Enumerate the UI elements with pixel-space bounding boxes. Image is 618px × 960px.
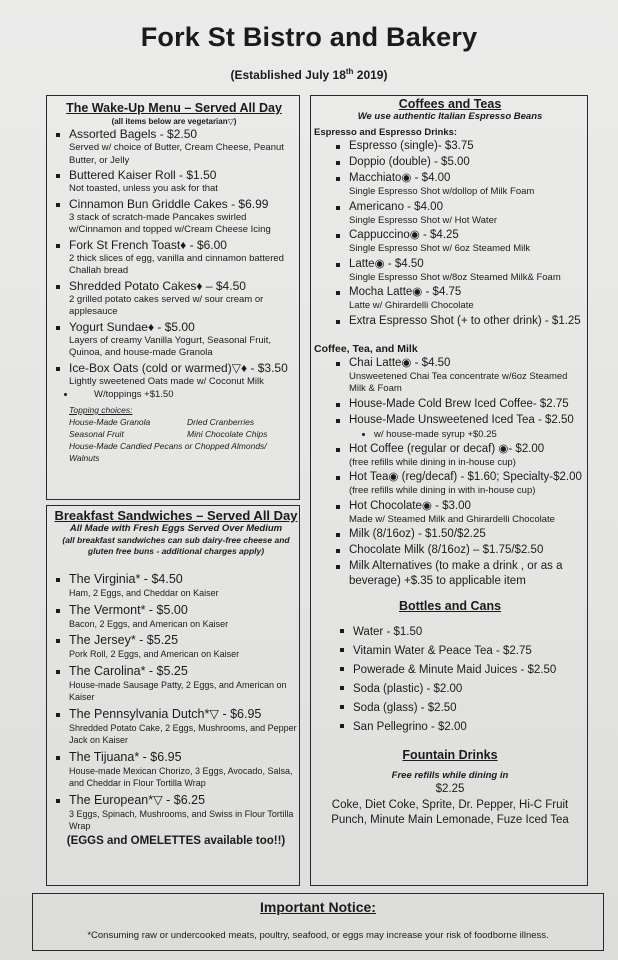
list-item bbox=[334, 228, 586, 256]
item-desc: (free refills while dining in with in-house cup) bbox=[349, 485, 536, 496]
list-item bbox=[54, 632, 298, 661]
item-name: Hot Coffee (regular or decaf) ◉- $2.00 bbox=[349, 442, 545, 455]
sandwich-note-2: (all breakfast sandwiches can sub dairy-free cheese and gluten free buns - additional charges apply) bbox=[62, 535, 290, 556]
item-desc: Pork Roll, 2 Eggs, and American on Kaiser bbox=[69, 649, 240, 659]
list-item bbox=[338, 699, 586, 717]
fountain-title: Fountain Drinks bbox=[402, 748, 498, 762]
item-name: Yogurt Sundae♦ - $5.00 bbox=[69, 319, 195, 334]
item-name: Soda (glass) - $2.50 bbox=[353, 702, 457, 714]
list-item bbox=[54, 361, 294, 389]
item-name: Hot Tea◉ (reg/decaf) - $1.60; Specialty-$2.00 bbox=[349, 471, 582, 483]
topping: Dried Cranberries bbox=[187, 417, 255, 427]
list-item bbox=[338, 718, 586, 736]
list-item bbox=[334, 139, 586, 154]
sandwich-note-1: All Made with Fresh Eggs Served Over Medium bbox=[69, 523, 283, 534]
item-desc: House-made Sausage Patty, 2 Eggs, and American on Kaiser bbox=[69, 679, 287, 702]
item-desc: Made w/ Steamed Milk and Ghirardelli Chocolate bbox=[349, 513, 555, 525]
wakeup-note: (all items below are vegetarian▽) bbox=[111, 117, 237, 126]
item-name: Espresso (single)- $3.75 bbox=[349, 140, 474, 152]
fountain-list: Coke, Diet Coke, Sprite, Dr. Pepper, Hi-C Fruit Punch, Minute Main Lemonade, Fuze Iced Tea bbox=[331, 799, 569, 826]
item-name: Extra Espresso Shot (+ to other drink) - $1.25 bbox=[349, 314, 581, 327]
item-name: Chocolate Milk (8/16oz) – $1.75/$2.50 bbox=[349, 544, 544, 556]
topping: Seasonal Fruit bbox=[69, 429, 124, 439]
item-desc: Layers of creamy Vanilla Yogurt, Seasonal Fruit, Quinoa, and house-made Granola bbox=[69, 334, 272, 358]
item-desc: Latte w/ Ghirardelli Chocolate bbox=[349, 300, 474, 311]
sandwich-list bbox=[54, 571, 298, 833]
topping: Mini Chocolate Chips bbox=[187, 429, 268, 439]
toppings-upcharge bbox=[54, 388, 294, 401]
item-name: Ice-Box Oats (cold or warmed)▽♦ - $3.50 bbox=[69, 360, 288, 375]
list-item bbox=[334, 257, 586, 285]
list-item bbox=[54, 197, 294, 237]
list-item bbox=[334, 442, 586, 470]
toppings-row bbox=[69, 416, 294, 428]
drinks-section bbox=[314, 97, 586, 828]
item-name: Macchiato◉ - $4.00 bbox=[349, 172, 451, 184]
item-name: Powerade & Minute Maid Juices - $2.50 bbox=[353, 664, 557, 676]
list-item bbox=[334, 543, 586, 558]
sandwich-section bbox=[54, 508, 298, 847]
topping: House-Made Granola bbox=[69, 417, 151, 427]
toppings-title: Topping choices: bbox=[69, 405, 133, 415]
sandwich-title: Breakfast Sandwiches – Served All Day bbox=[54, 508, 298, 523]
notice-text: *Consuming raw or undercooked meats, poultry, seafood, or eggs may increase your risk of foodborne illness. bbox=[87, 930, 549, 941]
list-item bbox=[334, 314, 586, 329]
item-name: House-Made Cold Brew Iced Coffee- $2.75 bbox=[349, 397, 569, 410]
list-item bbox=[54, 168, 294, 196]
item-desc: (free refills while dining in in-house cup) bbox=[349, 456, 516, 468]
list-item bbox=[54, 127, 294, 167]
list-item bbox=[338, 661, 586, 679]
established-date bbox=[0, 67, 618, 82]
list-item bbox=[334, 356, 586, 396]
list-item bbox=[338, 623, 586, 641]
coffees-note: We use authentic Italian Espresso Beans bbox=[357, 111, 543, 122]
item-desc: 2 thick slices of egg, vanilla and cinnamon battered Challah bread bbox=[69, 252, 284, 276]
wakeup-title: The Wake-Up Menu – Served All Day bbox=[66, 101, 282, 115]
item-desc: Served w/ choice of Butter, Cream Cheese, Peanut Butter, or Jelly bbox=[69, 142, 284, 166]
fountain-note: Free refills while dining in bbox=[391, 770, 509, 781]
item-desc: Ham, 2 Eggs, and Cheddar on Kaiser bbox=[69, 588, 219, 598]
item-desc: 3 Eggs, Spinach, Mushrooms, and Swiss in Flour Tortilla Wrap bbox=[69, 808, 294, 831]
item-name: Water - $1.50 bbox=[353, 626, 423, 638]
item-name: The Carolina* - $5.25 bbox=[69, 663, 188, 678]
list-item bbox=[54, 663, 298, 704]
list-item bbox=[334, 171, 586, 199]
toppings-block bbox=[69, 404, 294, 464]
item-name: Milk Alternatives (to make a drink , or as a beverage) +$.35 to applicable item bbox=[349, 560, 563, 587]
item-name: The Vermont* - $5.00 bbox=[69, 602, 188, 617]
item-desc: House-made Mexican Chorizo, 3 Eggs, Avocado, Salsa, and Cheddar in Flour Tortilla Wrap bbox=[69, 765, 293, 788]
milk-heading: Coffee, Tea, and Milk bbox=[314, 342, 418, 355]
item-name: Shredded Potato Cakes♦ – $4.50 bbox=[69, 278, 246, 293]
item-name: Soda (plastic) - $2.00 bbox=[353, 683, 463, 695]
list-item bbox=[334, 397, 586, 412]
list-item bbox=[334, 155, 586, 170]
item-name: Assorted Bagels - $2.50 bbox=[69, 127, 198, 141]
page-title: Fork St Bistro and Bakery bbox=[140, 22, 478, 52]
eggs-note: (EGGS and OMELETTES available too!!) bbox=[66, 834, 286, 847]
item-name: The Pennsylvania Dutch*▽ - $6.95 bbox=[69, 706, 262, 721]
item-name: Buttered Kaiser Roll - $1.50 bbox=[69, 168, 217, 182]
list-item bbox=[334, 499, 586, 527]
fountain-price: $2.25 bbox=[435, 783, 465, 795]
espresso-heading: Espresso and Espresso Drinks: bbox=[314, 127, 458, 138]
list-item bbox=[54, 749, 298, 790]
list-item bbox=[334, 285, 586, 313]
item-name: Hot Chocolate◉ - $3.00 bbox=[349, 499, 471, 512]
list-item bbox=[54, 792, 298, 833]
toppings-upcharge-text: W/toppings +$1.50 bbox=[94, 389, 174, 400]
item-name: Cinnamon Bun Griddle Cakes - $6.99 bbox=[69, 196, 269, 211]
list-item bbox=[334, 200, 586, 228]
item-desc: Single Espresso Shot w/8oz Steamed Milk& Foam bbox=[349, 271, 561, 283]
item-desc: Lightly sweetened Oats made w/ Coconut Milk bbox=[69, 375, 264, 387]
item-desc: 3 stack of scratch-made Pancakes swirled w/Cinnamon and topped w/Cream Cheese Icing bbox=[69, 211, 271, 235]
toppings-row bbox=[69, 428, 294, 440]
item-desc: 2 grilled potato cakes served w/ sour cream or applesauce bbox=[69, 293, 264, 317]
item-name: House-Made Unsweetened Iced Tea - $2.50 bbox=[349, 413, 574, 426]
coffees-title: Coffees and Teas bbox=[398, 97, 502, 111]
item-desc: Unsweetened Chai Tea concentrate w/6oz Steamed Milk & Foam bbox=[349, 370, 568, 394]
list-item bbox=[338, 680, 586, 698]
item-name: Vitamin Water & Peace Tea - $2.75 bbox=[353, 645, 532, 657]
item-name: Milk (8/16oz) - $1.50/$2.25 bbox=[349, 528, 486, 540]
bottles-list bbox=[338, 623, 586, 736]
list-item bbox=[54, 571, 298, 600]
list-item bbox=[54, 279, 294, 319]
item-desc: Single Espresso Shot w/dollop of Milk Foam bbox=[349, 186, 535, 197]
item-desc: Shredded Potato Cake, 2 Eggs, Mushrooms, and Pepper Jack on Kaiser bbox=[69, 722, 297, 745]
established-prefix: (Established July 18 bbox=[230, 68, 346, 82]
syrup-addon bbox=[314, 428, 586, 441]
hot-list bbox=[334, 442, 586, 590]
item-name: Latte◉ - $4.50 bbox=[349, 257, 424, 270]
notice-box bbox=[32, 893, 604, 951]
list-item bbox=[54, 602, 298, 631]
item-name: Chai Latte◉ - $4.50 bbox=[349, 356, 451, 369]
list-item bbox=[54, 706, 298, 747]
list-item bbox=[338, 642, 586, 660]
item-desc: Single Espresso Shot w/ Hot Water bbox=[349, 214, 498, 226]
item-desc: Not toasted, unless you ask for that bbox=[69, 183, 218, 194]
item-desc: Single Espresso Shot w/ 6oz Steamed Milk bbox=[349, 243, 531, 254]
item-name: The Virginia* - $4.50 bbox=[69, 572, 183, 586]
list-item bbox=[334, 470, 586, 498]
item-name: Mocha Latte◉ - $4.75 bbox=[349, 286, 462, 298]
item-name: San Pellegrino - $2.00 bbox=[353, 721, 467, 733]
list-item bbox=[54, 320, 294, 360]
notice-title: Important Notice: bbox=[260, 899, 376, 915]
wakeup-list bbox=[54, 127, 294, 388]
item-name: The Tijuana* - $6.95 bbox=[69, 749, 182, 764]
item-name: Cappuccino◉ - $4.25 bbox=[349, 229, 459, 241]
bottles-title: Bottles and Cans bbox=[398, 599, 502, 613]
list-item bbox=[54, 238, 294, 278]
item-name: Fork St French Toast♦ - $6.00 bbox=[69, 237, 227, 252]
list-item bbox=[334, 413, 586, 428]
established-sup: th bbox=[345, 67, 354, 76]
wakeup-section bbox=[54, 101, 294, 464]
established-suffix: 2019) bbox=[353, 68, 388, 82]
list-item bbox=[334, 527, 586, 542]
item-name: The Jersey* - $5.25 bbox=[69, 633, 179, 647]
list-item bbox=[334, 559, 586, 589]
syrup-text: w/ house-made syrup +$0.25 bbox=[374, 428, 497, 440]
item-name: The European*▽ - $6.25 bbox=[69, 792, 206, 807]
espresso-list bbox=[334, 139, 586, 329]
item-desc: Bacon, 2 Eggs, and American on Kaiser bbox=[69, 618, 229, 629]
milk-list bbox=[334, 356, 586, 428]
topping-last: House-Made Candied Pecans or Chopped Almonds/ Walnuts bbox=[69, 441, 267, 463]
item-name: Americano - $4.00 bbox=[349, 200, 443, 213]
item-name: Doppio (double) - $5.00 bbox=[349, 156, 470, 168]
